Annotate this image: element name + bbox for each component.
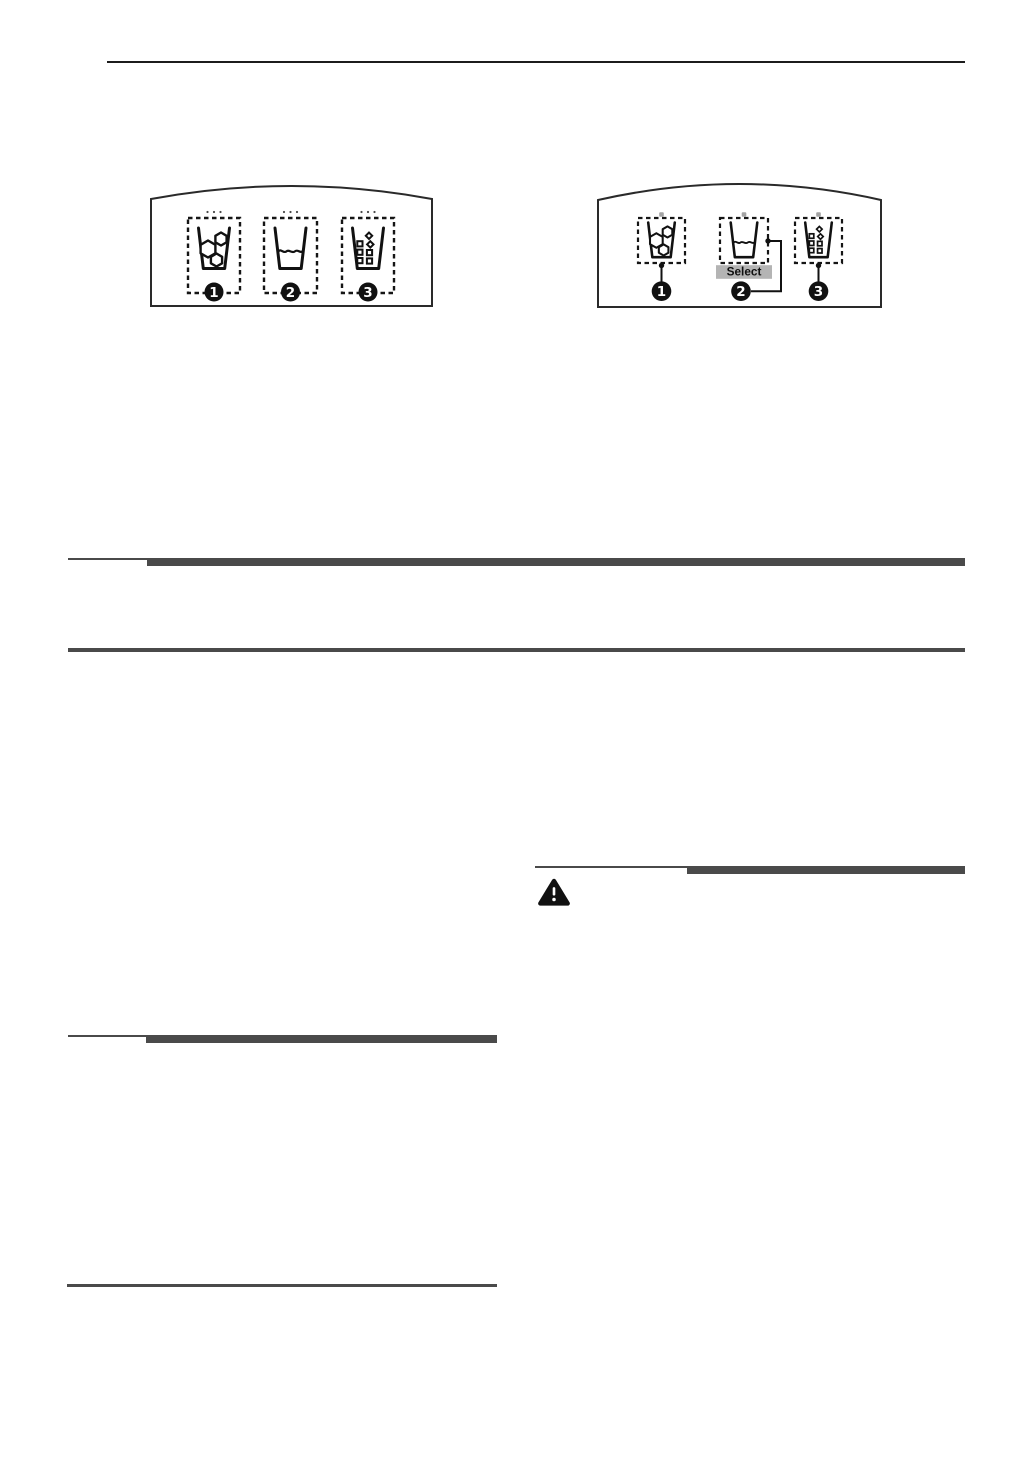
warning-triangle-icon [537, 877, 571, 907]
callout-2 [281, 283, 300, 302]
section-rule-top-bar [147, 558, 965, 566]
callout-2-number: 2 [736, 284, 746, 300]
callout-3-number: 3 [363, 284, 373, 301]
callout-1-number: 1 [656, 284, 667, 300]
callout-3 [359, 283, 378, 302]
left-column-rule-thin [68, 1035, 146, 1037]
dispenser-panel-right-figure [597, 183, 882, 308]
callout-1 [652, 281, 672, 301]
callout-1 [205, 283, 224, 302]
section-rule-top-thin [68, 558, 147, 560]
callout-3-number: 3 [813, 284, 824, 300]
right-column-rule-thin [535, 866, 687, 868]
right-column-rule-bar [687, 866, 965, 874]
dispenser-panel-left-figure [150, 185, 433, 307]
page-top-rule [107, 61, 965, 63]
select-button-label: Select [726, 264, 762, 279]
select-button [716, 265, 772, 279]
left-column-divider [67, 1284, 497, 1287]
section-divider-full [68, 648, 965, 652]
callout-2 [731, 281, 751, 301]
callout-1-number: 1 [209, 284, 219, 301]
callout-2-number: 2 [285, 284, 296, 301]
callout-3 [809, 281, 829, 301]
left-column-rule-bar [146, 1035, 497, 1043]
